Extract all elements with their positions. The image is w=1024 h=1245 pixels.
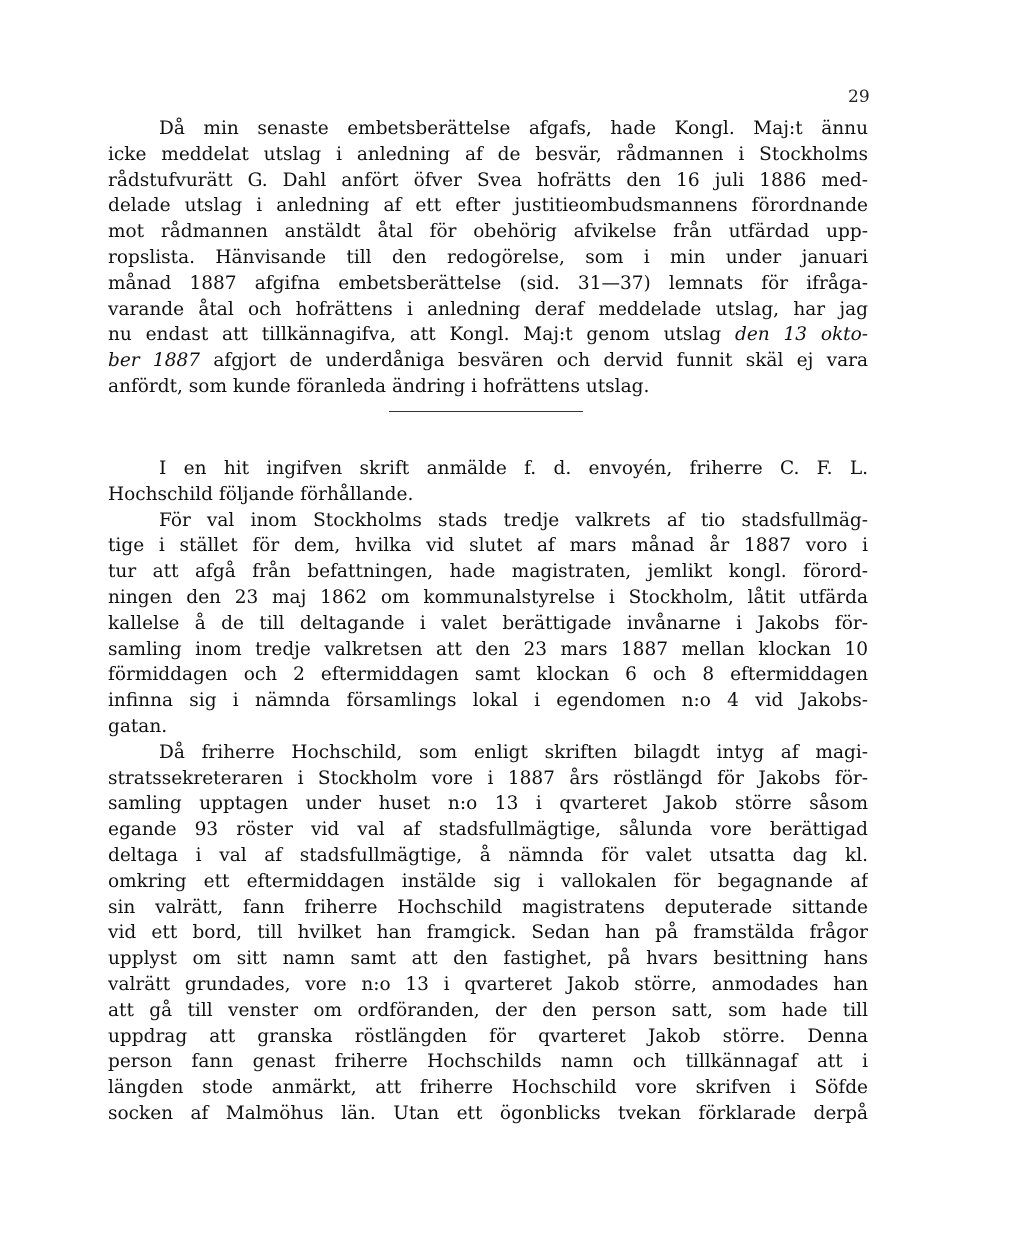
text-line: samling inom tredje valkretsen att den 23 mars 1887 mellan klockan 10	[108, 638, 868, 660]
text-segment: nu endast att tillkännagifva, att Kongl. Maj:t genom utslag	[108, 324, 722, 346]
italic-date: ber 1887	[108, 350, 201, 372]
text-line: Då friherre Hochschild, som enligt skriften bilagdt intyg af magi-	[159, 741, 868, 763]
text-line: upplyst om sitt namn samt att den fastighet, på hvars besittning hans	[108, 948, 868, 970]
section-divider	[389, 411, 583, 412]
text-line: förmiddagen och 2 eftermiddagen samt klockan 6 och 8 eftermiddagen	[108, 664, 868, 686]
text-line: person fann genast friherre Hochschilds namn och tillkännagaf att i	[108, 1051, 868, 1073]
text-line: månad 1887 afgifna embetsberättelse (sid. 31—37) lemnats för ifråga-	[108, 272, 868, 294]
text-line: icke meddelat utslag i anledning af de besvär, rådmannen i Stockholms	[108, 143, 868, 165]
text-line: deltaga i val af stadsfullmägtige, å nämnda för valet utsatta dag kl.	[108, 844, 868, 866]
text-line: att gå till venster om ordföranden, der den person satt, som hade till	[108, 999, 868, 1021]
text-line: stratssekreteraren i Stockholm vore i 1887 års röstlängd för Jakobs för-	[108, 767, 868, 789]
text-line: kallelse å de till deltagande i valet berättigade invånarne i Jakobs för-	[108, 612, 868, 634]
page-number: 29	[848, 87, 870, 107]
text-line: ningen den 23 maj 1862 om kommunalstyrelse i Stockholm, låtit utfärda	[108, 586, 868, 608]
paragraph-hochschild-case	[108, 456, 868, 1127]
text-line: anfördt, som kunde föranleda ändring i hofrättens utslag.	[108, 375, 650, 397]
text-line: socken af Malmöhus län. Utan ett ögonblicks tvekan förklarade derpå	[108, 1102, 868, 1124]
text-line: längden stode anmärkt, att friherre Hochschild vore skrifven i Söfde	[108, 1077, 868, 1099]
text-line: vid ett bord, till hvilket han framgick. Sedan han på framstälda frågor	[108, 922, 868, 944]
text-line: I en hit ingifven skrift anmälde f. d. envoyén, friherre C. F. L.	[159, 458, 868, 479]
text-line: Då min senaste embetsberättelse afgafs, hade Kongl. Maj:t ännu	[159, 118, 868, 139]
paragraph-dahl-case	[108, 116, 868, 400]
text-line	[108, 322, 868, 348]
text-segment: afgjort de underdåniga besvären och dervid funnit skäl ej vara	[213, 350, 868, 372]
text-line: mot rådmannen anstäldt åtal för obehörig afvikelse från utfärdad upp-	[108, 221, 868, 243]
italic-date: den 13 okto-	[735, 324, 868, 346]
text-line: delade utslag i anledning af ett efter justitieombudsmannens förordnande	[108, 195, 868, 217]
text-line: uppdrag att granska röstlängden för qvarteret Jakob större. Denna	[108, 1025, 868, 1047]
text-line: ropslista. Hänvisande till den redogörelse, som i min under januari	[108, 246, 868, 268]
text-line: tur att afgå från befattningen, hade magistraten, jemlikt kongl. förord-	[108, 561, 868, 583]
text-line: Hochschild följande förhållande.	[108, 483, 414, 505]
text-line: samling upptagen under huset n:o 13 i qvarteret Jakob större såsom	[108, 793, 868, 815]
text-line: varande åtal och hofrättens i anledning deraf meddelade utslag, har jag	[108, 298, 868, 320]
text-line: egande 93 röster vid val af stadsfullmägtige, sålunda vore berättigad	[108, 819, 868, 841]
text-line: infinna sig i nämnda församlings lokal i egendomen n:o 4 vid Jakobs-	[108, 690, 868, 712]
text-line	[108, 348, 868, 374]
text-line: rådstufvurätt G. Dahl anfört öfver Svea hofrätts den 16 juli 1886 med-	[108, 169, 868, 191]
text-line: gatan.	[108, 715, 168, 737]
text-line: valrätt grundades, vore n:o 13 i qvarteret Jakob större, anmodades han	[108, 973, 868, 995]
text-line: omkring ett eftermiddagen instälde sig i vallokalen för begagnande af	[108, 870, 868, 892]
text-line: tige i stället för dem, hvilka vid slutet af mars månad år 1887 voro i	[108, 535, 868, 557]
text-line: För val inom Stockholms stads tredje valkrets af tio stadsfullmäg-	[159, 509, 868, 531]
text-line: sin valrätt, fann friherre Hochschild magistratens deputerade sittande	[108, 896, 868, 918]
